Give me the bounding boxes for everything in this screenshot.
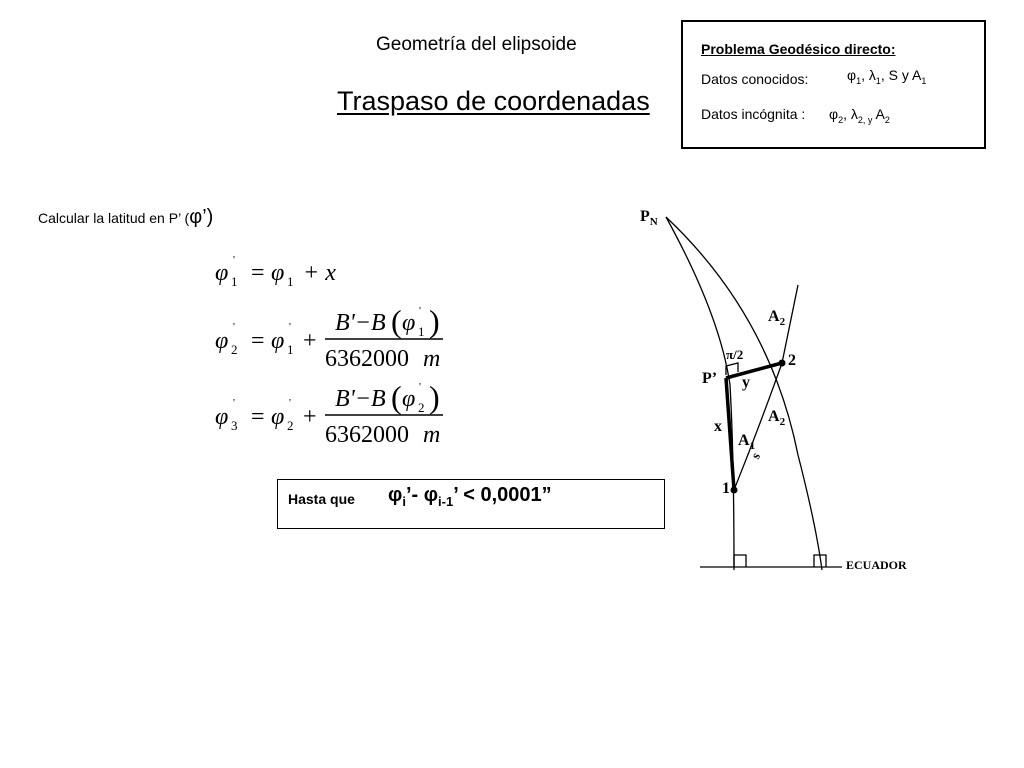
- svg-text:+ x: + x: [303, 260, 336, 286]
- pole-label: $P_N$: [640, 208, 658, 228]
- equator-label: ECUADOR: [846, 558, 907, 572]
- unknown-data-label: Datos incógnita :: [701, 106, 806, 122]
- svg-text:): ): [429, 379, 440, 415]
- svg-text:φ: φ: [271, 404, 285, 430]
- svg-text:': ': [289, 397, 291, 409]
- svg-text:φ: φ: [402, 386, 416, 412]
- stop-condition-label: Hasta que: [288, 491, 355, 507]
- known-data-label: Datos conocidos:: [701, 71, 809, 87]
- svg-text:1: 1: [287, 342, 294, 357]
- svg-text:φ: φ: [215, 328, 229, 354]
- svg-text:3: 3: [231, 418, 238, 433]
- iteration-formulas: [205, 250, 465, 450]
- svg-text:2: 2: [231, 342, 238, 357]
- point-2-label: 2: [788, 352, 796, 369]
- azimuth-a2-mid: $A_2$: [768, 408, 786, 428]
- svg-text:(: (: [391, 379, 402, 415]
- svg-text:m: m: [423, 346, 441, 372]
- svg-text:': ': [419, 305, 421, 317]
- svg-text:': ': [233, 397, 235, 409]
- svg-text:': ': [289, 321, 291, 333]
- svg-text:φ: φ: [215, 260, 229, 286]
- latitude-prompt: Calcular la latitud en P’ (φ’): [38, 206, 214, 228]
- subtitle: Geometría del elipsoide: [376, 34, 577, 55]
- svg-text:=: =: [251, 260, 265, 286]
- formula-2: [215, 303, 443, 372]
- svg-text:φ: φ: [271, 260, 285, 286]
- azimuth-a2-top: $A_2$: [768, 308, 786, 328]
- stop-condition-expression: $\varphi_i’-$ $\varphi_{i-1}$’ < 0,0001”: [388, 484, 552, 509]
- point-1-marker: [731, 487, 738, 494]
- svg-text:(: (: [391, 303, 402, 339]
- svg-text:φ: φ: [215, 404, 229, 430]
- known-data-values: $\varphi_1$, $\lambda_1$, S y $A_1$: [847, 67, 927, 86]
- unknown-data-values: $\varphi_2$, $\lambda_{2, y}$ $A_2$: [829, 106, 890, 125]
- s-label: s: [747, 449, 764, 462]
- svg-text:+: +: [303, 404, 317, 430]
- point-p-label: P’: [702, 370, 718, 387]
- svg-text:=: =: [251, 328, 265, 354]
- svg-text:): ): [429, 303, 440, 339]
- x-label: x: [714, 418, 722, 435]
- svg-text:φ: φ: [271, 328, 285, 354]
- page-title: Traspaso de coordenadas: [337, 86, 650, 116]
- svg-text:': ': [419, 381, 421, 393]
- formula-3: [215, 379, 443, 448]
- svg-text:B'−B: B'−B: [335, 310, 386, 336]
- point-1-label: 1: [722, 480, 730, 497]
- meridian-right: [666, 217, 822, 570]
- svg-text:1: 1: [231, 274, 238, 289]
- svg-text:m: m: [423, 422, 441, 448]
- azimuth-a1: $A_1$: [738, 432, 756, 452]
- svg-text:': ': [233, 254, 235, 266]
- svg-text:φ: φ: [402, 310, 416, 336]
- svg-text:B'−B: B'−B: [335, 386, 386, 412]
- svg-text:+: +: [303, 328, 317, 354]
- svg-text:2: 2: [418, 400, 425, 415]
- y-label: y: [742, 374, 750, 391]
- svg-text:1: 1: [287, 274, 294, 289]
- meridian-left: [666, 217, 734, 570]
- svg-text:': ': [233, 321, 235, 333]
- problem-info-box: [681, 20, 986, 149]
- stop-condition-box: [277, 479, 665, 529]
- point-2-marker: [779, 360, 786, 367]
- formula-1: [215, 254, 336, 289]
- svg-text:1: 1: [418, 324, 425, 339]
- svg-text:6362000: 6362000: [325, 346, 409, 372]
- svg-text:6362000: 6362000: [325, 422, 409, 448]
- segment-y: [726, 363, 782, 378]
- svg-text:2: 2: [287, 418, 294, 433]
- svg-text:=: =: [251, 404, 265, 430]
- problem-heading: Problema Geodésico directo:: [701, 41, 896, 57]
- right-angle-label: π/2: [726, 347, 744, 362]
- geodesic-diagram: [630, 195, 950, 585]
